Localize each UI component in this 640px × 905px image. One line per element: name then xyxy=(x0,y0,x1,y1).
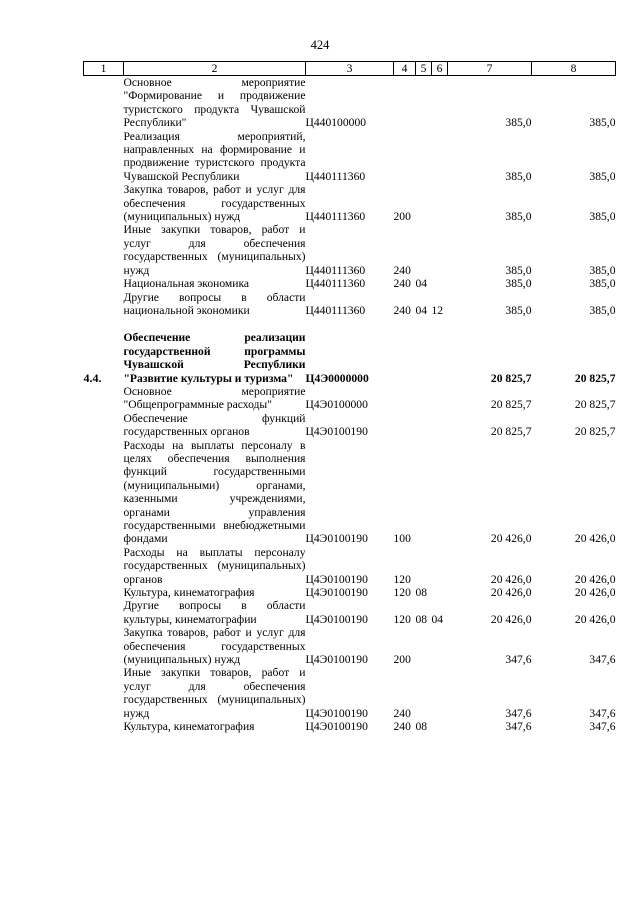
section-code xyxy=(416,183,432,223)
expense-type-code xyxy=(394,385,416,412)
table-header xyxy=(84,62,616,76)
row-number xyxy=(84,546,124,586)
amount-col7: 385,0 xyxy=(505,116,532,130)
row-name: Закупка товаров, работ и услуг для обеспечения государственных (муниципальных) нужд xyxy=(123,183,306,224)
subsection-code xyxy=(432,666,448,720)
amount-col8: 347,6 xyxy=(589,720,616,734)
section-code: 08 xyxy=(415,720,428,734)
section-code xyxy=(416,666,432,720)
table-row xyxy=(84,291,616,318)
amount-col7: 20 426,0 xyxy=(490,586,532,600)
amount-col8: 20 426,0 xyxy=(574,586,616,600)
amount-col8: 347,6 xyxy=(589,706,616,720)
amount-col8: 20 426,0 xyxy=(574,572,616,586)
table-row xyxy=(84,546,616,586)
row-name: Иные закупки товаров, работ и услуг для обеспечения государственных (муниципальных) нужд xyxy=(123,666,306,720)
amount-col7: 20 825,7 xyxy=(490,398,532,412)
table-row xyxy=(84,183,616,223)
row-number xyxy=(84,599,124,626)
row-name: Закупка товаров, работ и услуг для обеспечения государственных (муниципальных) нужд xyxy=(123,626,306,667)
amount-col7: 347,6 xyxy=(505,653,532,667)
row-name: Расходы на выплаты персоналу в целях обеспечения выполнения функций государственными (муниципальными) органами, казенными учреждениями, органами управления государственными внебюджетными фондами xyxy=(123,438,306,546)
subsection-code xyxy=(432,130,448,184)
section-code: 04 xyxy=(415,303,428,317)
expense-type-code: 120 xyxy=(393,586,411,600)
subsection-code xyxy=(432,412,448,439)
row-name: Культура, кинематография xyxy=(123,720,255,734)
amount-col8: 385,0 xyxy=(589,210,616,224)
section-code xyxy=(416,439,432,546)
row-number xyxy=(84,720,124,733)
expense-type-code: 200 xyxy=(393,653,411,667)
target-code: Ц440111360 xyxy=(305,263,366,277)
subsection-code xyxy=(432,626,448,666)
subsection-code xyxy=(432,439,448,546)
expense-type-code xyxy=(394,76,416,130)
budget-table xyxy=(83,61,616,734)
amount-col7: 20 426,0 xyxy=(490,532,532,546)
row-name: Реализация мероприятий, направленных на формирование и продвижение туристского продукта Чувашской Республики xyxy=(123,129,306,183)
col-header-5: 5 xyxy=(416,62,432,76)
expense-type-code: 240 xyxy=(393,263,411,277)
row-number xyxy=(84,183,124,223)
col-header-8: 8 xyxy=(532,62,616,76)
amount-col7: 385,0 xyxy=(505,210,532,224)
amount-col8: 20 825,7 xyxy=(574,371,616,385)
row-number: 4.4. xyxy=(83,370,102,385)
target-code: Ц440111360 xyxy=(305,210,366,224)
amount-col7: 385,0 xyxy=(505,169,532,183)
row-name: Обеспечение функций государственных органов xyxy=(123,411,306,439)
subsection-code xyxy=(432,223,448,277)
section-code xyxy=(416,412,432,439)
col-header-1: 1 xyxy=(84,62,124,76)
table-row xyxy=(84,385,616,412)
section-code xyxy=(416,331,432,385)
amount-col7: 20 426,0 xyxy=(490,612,532,626)
amount-col7: 347,6 xyxy=(505,706,532,720)
page-number: 424 xyxy=(310,38,330,52)
target-code: Ц4Э0100190 xyxy=(305,706,368,720)
table-row xyxy=(84,76,616,130)
row-name: Другие вопросы в области национальной экономики xyxy=(123,290,306,317)
target-code: Ц440111360 xyxy=(305,169,366,183)
table-row xyxy=(84,130,616,184)
row-name: Другие вопросы в области культуры, кинематографии xyxy=(123,599,306,626)
section-code xyxy=(416,223,432,277)
expense-type-code: 120 xyxy=(393,612,411,626)
subsection-code xyxy=(432,586,448,599)
expense-type-code: 240 xyxy=(393,720,411,734)
expense-type-code xyxy=(394,130,416,184)
target-code: Ц4Э0000000 xyxy=(305,371,369,385)
table-row xyxy=(84,331,616,385)
table-row xyxy=(84,439,616,546)
target-code: Ц4Э0100190 xyxy=(305,653,368,667)
amount-col8: 20 825,7 xyxy=(574,398,616,412)
spacer-row xyxy=(84,317,616,331)
section-code xyxy=(416,546,432,586)
amount-col8: 385,0 xyxy=(589,116,616,130)
subsection-code xyxy=(432,385,448,412)
row-number xyxy=(84,76,124,130)
row-name: Культура, кинематография xyxy=(123,586,255,600)
col-header-4: 4 xyxy=(394,62,416,76)
row-name: Национальная экономика xyxy=(123,277,250,291)
row-name: Основное мероприятие "Общепрограммные расходы" xyxy=(123,384,306,412)
row-number xyxy=(84,666,124,720)
target-code: Ц440111360 xyxy=(305,277,366,291)
subsection-code xyxy=(432,183,448,223)
subsection-code xyxy=(432,720,448,733)
expense-type-code xyxy=(394,331,416,385)
amount-col7: 20 825,7 xyxy=(490,371,532,385)
amount-col7: 347,6 xyxy=(505,720,532,734)
row-number xyxy=(84,223,124,277)
target-code: Ц4Э0100190 xyxy=(305,612,368,626)
row-number xyxy=(84,626,124,666)
section-code xyxy=(416,385,432,412)
table-row xyxy=(84,626,616,666)
row-number xyxy=(84,439,124,546)
section-code: 04 xyxy=(415,277,428,291)
table-row xyxy=(84,223,616,277)
subsection-code xyxy=(432,546,448,586)
target-code: Ц440111360 xyxy=(305,303,366,317)
amount-col7: 385,0 xyxy=(505,303,532,317)
target-code: Ц4Э0100190 xyxy=(305,425,368,439)
row-number xyxy=(84,130,124,184)
col-header-6: 6 xyxy=(432,62,448,76)
expense-type-code: 200 xyxy=(393,210,411,224)
amount-col8: 385,0 xyxy=(589,303,616,317)
subsection-code xyxy=(432,76,448,130)
subsection-code xyxy=(432,331,448,385)
row-number xyxy=(84,385,124,412)
amount-col8: 385,0 xyxy=(589,263,616,277)
expense-type-code: 240 xyxy=(393,706,411,720)
col-header-3: 3 xyxy=(306,62,394,76)
section-code xyxy=(416,626,432,666)
amount-col8: 20 825,7 xyxy=(574,425,616,439)
amount-col7: 385,0 xyxy=(505,277,532,291)
table-row xyxy=(84,277,616,290)
subsection-code: 04 xyxy=(431,612,444,626)
header-row xyxy=(84,62,616,76)
target-code: Ц4Э0100190 xyxy=(305,572,368,586)
table-row xyxy=(84,586,616,599)
section-code: 08 xyxy=(415,612,428,626)
target-code: Ц440100000 xyxy=(305,116,367,130)
table-row xyxy=(84,666,616,720)
amount-col7: 20 825,7 xyxy=(490,425,532,439)
row-number xyxy=(84,277,124,290)
row-name: Иные закупки товаров, работ и услуг для обеспечения государственных (муниципальных) нужд xyxy=(123,223,306,277)
amount-col8: 385,0 xyxy=(589,277,616,291)
section-code: 08 xyxy=(415,586,428,600)
amount-col8: 20 426,0 xyxy=(574,532,616,546)
row-number xyxy=(84,586,124,599)
expense-type-code: 100 xyxy=(393,532,411,546)
target-code: Ц4Э0100190 xyxy=(305,586,368,600)
row-name: Обеспечение реализации государственной программы Чувашской Республики "Развитие культуры и туризма" xyxy=(123,331,306,385)
expense-type-code: 120 xyxy=(393,572,411,586)
subsection-code: 12 xyxy=(431,303,444,317)
section-code xyxy=(416,76,432,130)
table-row xyxy=(84,720,616,733)
expense-type-code: 240 xyxy=(393,277,411,291)
col-header-2: 2 xyxy=(124,62,306,76)
section-code xyxy=(416,130,432,184)
table-row xyxy=(84,412,616,439)
row-name: Основное мероприятие "Формирование и продвижение туристского продукта Чувашской Республики" xyxy=(123,76,306,130)
table-row xyxy=(84,599,616,626)
row-name: Расходы на выплаты персоналу государственных (муниципальных) органов xyxy=(123,545,306,586)
amount-col8: 20 426,0 xyxy=(574,612,616,626)
spacer-cell xyxy=(84,317,616,331)
target-code: Ц4Э0100190 xyxy=(305,720,368,734)
expense-type-code xyxy=(394,412,416,439)
amount-col8: 347,6 xyxy=(589,653,616,667)
amount-col7: 385,0 xyxy=(505,263,532,277)
expense-type-code: 240 xyxy=(393,303,411,317)
target-code: Ц4Э0100190 xyxy=(305,532,368,546)
target-code: Ц4Э0100000 xyxy=(305,398,368,412)
row-number xyxy=(84,291,124,318)
row-number xyxy=(84,412,124,439)
col-header-7: 7 xyxy=(448,62,532,76)
amount-col8: 385,0 xyxy=(589,169,616,183)
table-body xyxy=(84,76,616,734)
amount-col7: 20 426,0 xyxy=(490,572,532,586)
subsection-code xyxy=(432,277,448,290)
